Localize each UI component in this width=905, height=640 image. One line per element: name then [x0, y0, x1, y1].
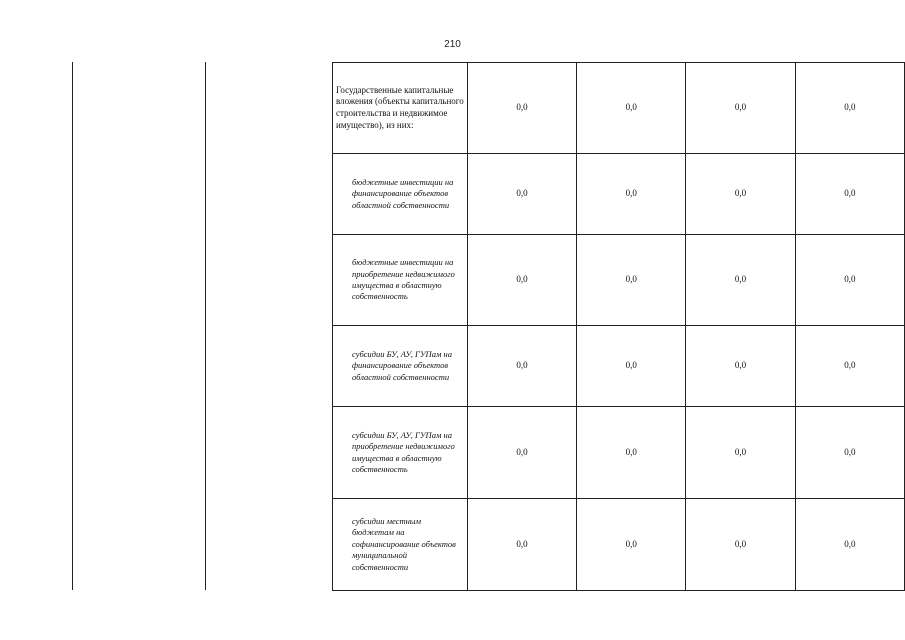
value-cell: 0,0 [686, 154, 795, 235]
value-cell: 0,0 [795, 235, 904, 326]
value-cell: 0,0 [467, 326, 576, 407]
value-cell: 0,0 [795, 326, 904, 407]
value-cell: 0,0 [467, 499, 576, 591]
row-label: субсидии БУ, АУ, ГУПам на финансирование объектов областной собственности [333, 326, 468, 407]
value-cell: 0,0 [795, 154, 904, 235]
value-cell: 0,0 [795, 499, 904, 591]
value-cell: 0,0 [686, 499, 795, 591]
table-row [333, 407, 905, 499]
value-cell: 0,0 [467, 407, 576, 499]
value-cell: 0,0 [795, 63, 904, 154]
table-row [333, 154, 905, 235]
row-label: субсидии местным бюджетам на софинансирование объектов муниципальной собственности [333, 499, 468, 591]
value-cell: 0,0 [577, 63, 686, 154]
table-row [333, 63, 905, 154]
row-label: Государственные капитальные вложения (объекты капитального строительства и недвижимое имущество), из них: [333, 63, 468, 154]
left-column-rule-2 [205, 62, 206, 590]
value-cell: 0,0 [467, 63, 576, 154]
table-row [333, 499, 905, 591]
row-label: бюджетные инвестиции на приобретение недвижимого имущества в областную собственность [333, 235, 468, 326]
value-cell: 0,0 [467, 235, 576, 326]
value-cell: 0,0 [577, 499, 686, 591]
value-cell: 0,0 [686, 407, 795, 499]
table-row [333, 235, 905, 326]
table-row [333, 326, 905, 407]
value-cell: 0,0 [577, 407, 686, 499]
value-cell: 0,0 [686, 63, 795, 154]
row-label: бюджетные инвестиции на финансирование объектов областной собственности [333, 154, 468, 235]
value-cell: 0,0 [467, 154, 576, 235]
value-cell: 0,0 [795, 407, 904, 499]
value-cell: 0,0 [577, 235, 686, 326]
row-label: субсидии БУ, АУ, ГУПам на приобретение недвижимого имущества в областную собственность [333, 407, 468, 499]
value-cell: 0,0 [686, 235, 795, 326]
value-cell: 0,0 [577, 154, 686, 235]
value-cell: 0,0 [577, 326, 686, 407]
capital-investments-table [332, 62, 905, 591]
value-cell: 0,0 [686, 326, 795, 407]
left-column-rule-1 [72, 62, 73, 590]
page-number: 210 [444, 39, 461, 50]
